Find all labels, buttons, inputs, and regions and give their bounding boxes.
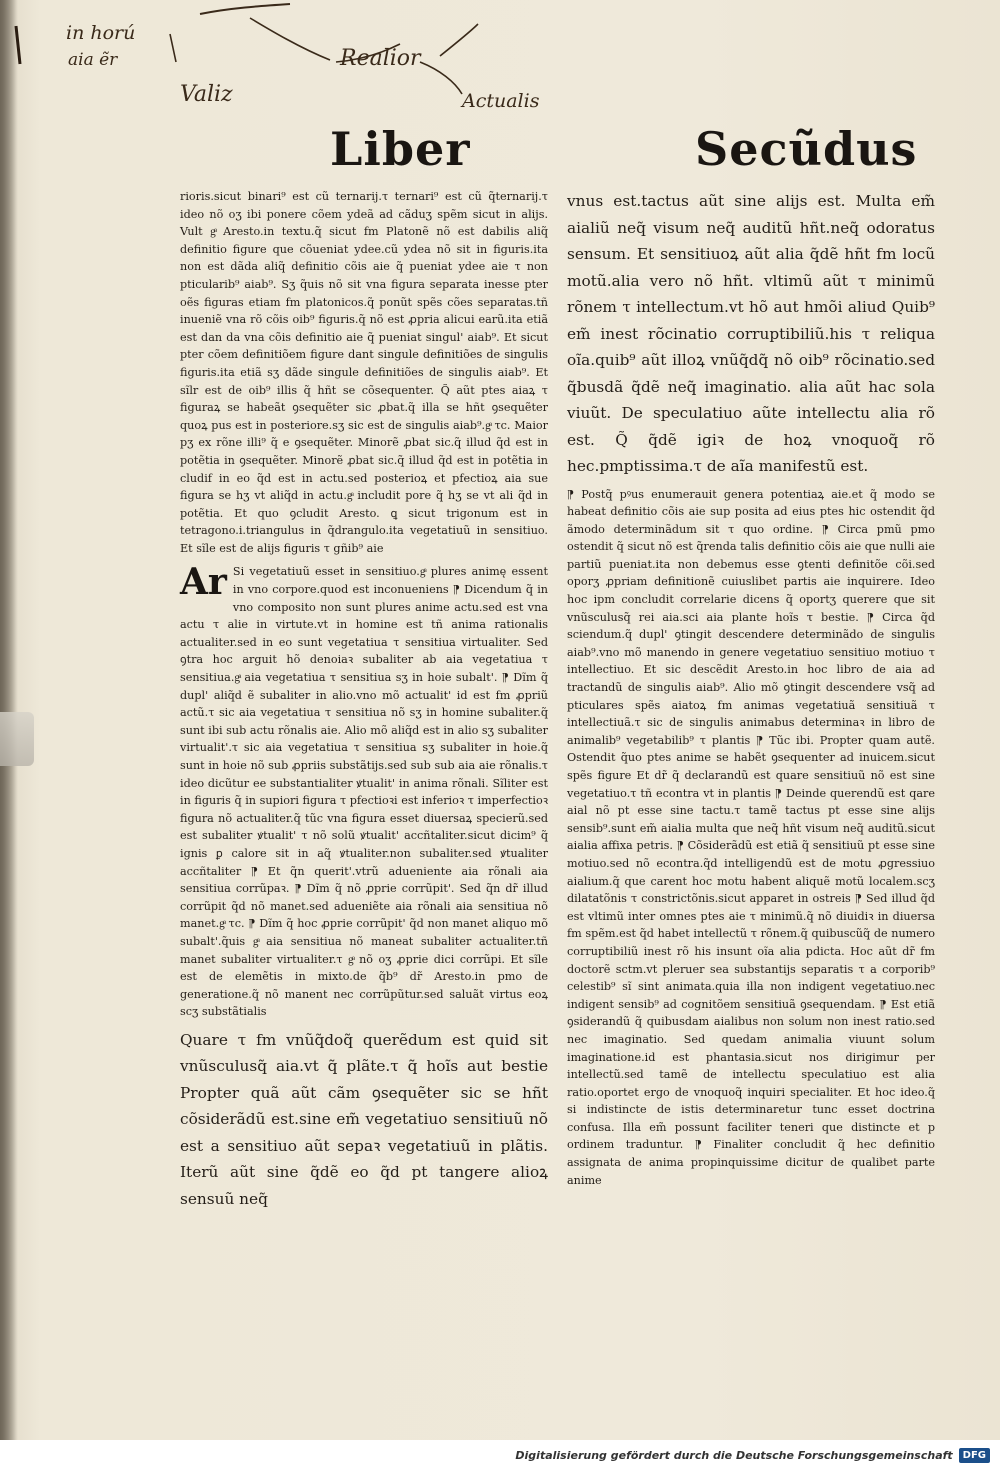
page-clip: [0, 712, 34, 766]
left-commentary-2-text: Si vegetatiuũ esset in sensitiuo.gͣ plures animę essent in vno corpore.quod est inconueniens ⁋ Dicendum q̃ in vno composito non sunt plures anime actu.sed est vna actu τ alie in virtute.vt in homine est tñ anima rationalis actualiter.sed in eo sunt vegetatiua τ sensitiua virtualiter. Sed ꝯtra hoc arguit hõ denoiaꝛ subaliter ab aia vegetatiua τ sensitiua.gͣ aia vegetatiua τ sensitiua sʒ in hoie subalt'. ⁋ Dĩm q̃ dupl' aliq̃d ẽ subaliter in alio.vno mõ actualit' id est fm ꝓpriũ actũ.τ sic aia vegetatiua τ sensitiua nõ sʒ in homine subaliter.q̃ sunt ibi sub actu rõnalis aie. Alio mõ aliq̃d est in alio sʒ subaliter virtualit'.τ sic aia vegetatiua τ sensitiua sʒ subaliter in hoie.q̃ sunt in hoie nõ sub ꝓpriis substãtijs.sed sub sub aia aie rõnalis.τ ideo dicũtur ee substantialiter ꝟtualit' in anima rõnali. Sĩliter est in figuris q̃ in supiori figura τ pfectioꝛi est inferioꝛ τ imperfectioꝛ figura nõ actualiter.q̃ tũc vna figura esset diuersaꝝ specierũ.sed est subaliter ꝟtualit' τ nõ solũ ꝟtualit' accñtaliter.sicut dicim⁹ q̃ ignis ꝑ calore sit in aq̃ ꝟtualiter.non subaliter.sed ꝟtualiter accñtaliter ⁋ Et q̃n querit'.vtrũ adueniente aia rõnali aia sensitiua corrũpaꝛ. ⁋ Dĩm q̃ nõ ꝓprie corrũpit'. Sed q̃n dr̃ illud corrũpit q̃d nõ manet.sed adueniẽte aia rõnali aia sensitiua nõ manet.gͣ τc. ⁋ Dĩm q̃ hoc ꝓprie corrũpit' q̃d non manet aliquo mõ subalt'.q̃uis gͣ aia sensitiua nõ maneat subaliter actualiter.tñ manet subaliter virtualiter.τ gͣ nõ oʒ ꝓprie dici corrũpi. Et sĩle est de elemẽtis in mixto.de q̃b⁹ dr̃ Aresto.in pmo de generatione.q̃ nõ manent nec corrũpũtur.sed saluãt virtus eoꝝ scʒ substãtialis: [180, 565, 548, 1019]
margin-note-2: Valiz: [180, 82, 233, 107]
funding-credit: Digitalisierung gefördert durch die Deutsche Forschungsgemeinschaft: [515, 1449, 953, 1462]
left-commentary-2: [180, 563, 548, 1020]
dfg-logo: DFG: [959, 1448, 990, 1463]
initial-letter: Ar: [180, 561, 227, 604]
running-head-right: Secũdus: [695, 122, 918, 176]
left-column: [180, 188, 548, 1212]
margin-note-1-line2: aia ẽr: [68, 50, 118, 70]
left-main-text: Quare τ fm vnũq̃doq̃ querẽdum est quid sit vnũsculusq̃ aia.vt q̃ plãte.τ q̃ hoĩs aut bestie Propter quã aũt cãm ꝯsequẽter sic se hñt cõsiderãdũ est.sine em̃ vegetatiuo sensitiuũ nõ est a sensitiuo aũt sepaꝛ vegetatiuũ in plãtis. Iterũ aũt sine q̃dẽ eo q̃d pt tangere alioꝝ sensuũ neq̃: [180, 1030, 548, 1208]
margin-note-1-line1: in horú: [66, 22, 136, 44]
left-commentary-1: rioris.sicut binari⁹ est cũ ternarij.τ ternari⁹ est cũ q̃ternarij.τ ideo nõ oʒ ibi ponere cõem ydeã ad cãduʒ spẽm sicut in alijs. Vult gͣ Aresto.in textu.q̃ sicut fm Platonẽ nõ est dabilis aliq̃ definitio figure que cõueniat ydee.cũ ydea nõ sit in figuris.ita non est dãda aliq̃ definitio cõis aie q̃ pueniat ydee aie τ non pticularib⁹ aiab⁹. Sʒ q̃uis nõ sit vna figura separata inesse pter oẽs figuras etiam fm platonicos.q̃ ponũt spẽs cões separatas.tñ inueniẽ vna rõ cõis oib⁹ figuris.q̃ nõ est ꝓpria alicui earũ.ita etiã est dan da vna cõis definitio aie q̃ pueniat singul' aiab⁹. Et sicut pter cõem definitiõem figure dant singule definitiões de singulis figuris.ita etiã sʒ dãde singule definitiões de singulis aiab⁹. Et sĩlr est de oib⁹ illis q̃ hñt se cõsequenter. Q̃ aũt ptes aiaꝝ τ figuraꝝ se habeãt ꝯsequẽter sic ꝓbat.q̃ illa se hñt ꝯsequẽter quoꝝ pus est in posteriore.sʒ sic est de singulis aiab⁹.gͣ τc. Maior pʒ ex rõne illi⁹ q̃ e ꝯsequẽter. Minorẽ ꝓbat sic.q̃ illud q̃d est in potẽtia in ꝯsequẽter. Minorẽ ꝓbat sic.q̃ illud q̃d est in potẽtia in cludif in eo q̃d est in actu.sed posterioꝝ et pfectioꝝ aia sue figura se hʒ vt aliq̃d in actu.gͣ includit pore q̃ hʒ se vt ali q̃d in potẽtia. Et quo ꝯcludit Aresto. ꝗ sicut trigonum est in tetragono.i.triangulus in q̃drangulo.ita vegetatiuũ in sensitiuo. Et sĩle est de alijs figuris τ gñib⁹ aie: [180, 190, 548, 555]
margin-note-3: Realior: [340, 46, 421, 71]
right-main-text: vnus est.tactus aũt sine alijs est. Multa em̃ aialiũ neq̃ visum neq̃ auditũ hñt.neq̃ odoratus sensum. Et sensitiuoꝝ aũt alia q̃dẽ hñt fm locũ motũ.alia vero nõ hñt. vltimũ aũt τ minimũ rõnem τ intellectum.vt hõ aut hmõi aliud Quib⁹ em̃ inest rõcinatio corruptibiliũ.his τ reliqua oĩa.quib⁹ aũt illoꝝ vnũq̃dq̃ nõ oib⁹ rõcinatio.sed q̃busdã q̃dẽ neq̃ imaginatio. alia aũt hac sola viuũt. De speculatiuo aũte intellectu alia rõ est. Q̃ q̃dẽ igiꝛ de hoꝝ vnoquoq̃ rõ hec.pmptissima.τ de aĩa manifestũ est.: [567, 192, 935, 475]
running-head-left: Liber: [330, 122, 471, 176]
margin-note-4: Actualis: [462, 90, 540, 112]
right-commentary: ⁋ Postq̃ pꝰus enumerauit genera potentiaꝝ aie.et q̃ modo se habeat definitio cõis aie sup posita ad eius ptes hic ostendit q̃d ãmodo determinãdum sit τ quo ordine. ⁋ Circa pmũ pmo ostendit q̃ sicut nõ est q̃renda talis definitio cõis aie que nulli aie partiũ pueniat.ita non debemus esse ꝯtenti definitõe cõi.sed oporʒ ꝓpriam definitionẽ cuiuslibet partis aie inquirere. Ideo hoc ipm concludit correlarie dicens q̃ oportʒ querere que sit vnũsculusq̃ rei aia.sci aia plante hoĩs τ bestie. ⁋ Circa q̃d sciendum.q̃ dupl' ꝯtingit descendere determinãdo de singulis aiab⁹.vno mõ manendo in genere vegetatiuo sensitiuo motiuo τ intellectiuo. Et sic descẽdit Aresto.in hoc libro de aia ad tractandũ de singulis aiab⁹. Alio mõ ꝯtingit descendere vsq̃ ad pticulares spẽs aiatoꝝ fm animas vegetatiuã sensitiuã τ intellectiuã.τ sic de singulis animabus determinaꝛ in libro de animalib⁹ vegetabilib⁹ τ plantis ⁋ Tũc ibi. Propter quam autẽ. Ostendit q̃uo ptes anime se habẽt ꝯsequenter ad inuicem.sicut spẽs figure Et dr̃ q̃ declarandũ est quare sensitiuũ nõ est sine vegetatiuo.τ tñ econtra vt in plantis ⁋ Deinde querendũ est qare aial nõ pt esse sine tactu.τ tamẽ tactus pt esse sine alijs sensib⁹.sunt em̃ aialia multa que neq̃ hñt visum neq̃ auditũ.sicut aialia affixa petris. ⁋ Cõsiderãdũ est etiã q̃ sensitiuũ pt esse sine motiuo.sed nõ econtra.q̃d intelligendũ est de motu ꝓgressiuo aialium.q̃ que carent hoc motu habent aliquẽ motũ localem.scʒ dilatatõnis τ constrictõnis.sicut apparet in ostreis ⁋ Sed illud q̃d est vltimũ inter omnes ptes aie τ minimũ.q̃ nõ diuidiꝛ in diuersa fm spẽm.est q̃d habet intellectũ τ rõnem.q̃ quibuscũq̃ de numero corruptibiliũ inest rõ his insunt oĩa alia pdicta. Hoc aũt dr̃ fm doctorẽ sctm.vt pleruer sea substantijs separatis τ a corporib⁹ celestib⁹ sĩ sint animata.quia illa non indigent vegetatiuo.nec indigent sensib⁹ ad cognitõem sensitiuã ꝯsequendam. ⁋ Est etiã ꝯsiderandũ q̃ quibusdam aialibus non solum non inest ratio.sed nec imaginatio. Sed quedam animalia viuunt solum imaginatione.id est phantasia.sicut nos dirigimur per intellectũ.sed tamẽ de intellectu speculatiuo est alia ratio.oportet ergo de vnoquoq̃ inquiri specialiter. Et hoc ideo.q̃ si indistincte de istis determinaretur tunc esset doctrina confusa. Illa em̃ possunt faciliter teneri que distincte et p ordinem traduntur. ⁋ Finaliter concludit q̃ hec definitio assignata de anima propinquissime dicitur de qualibet parte anime: [567, 487, 935, 1187]
footer-bar: [0, 1440, 1000, 1471]
right-column: [567, 188, 935, 1189]
